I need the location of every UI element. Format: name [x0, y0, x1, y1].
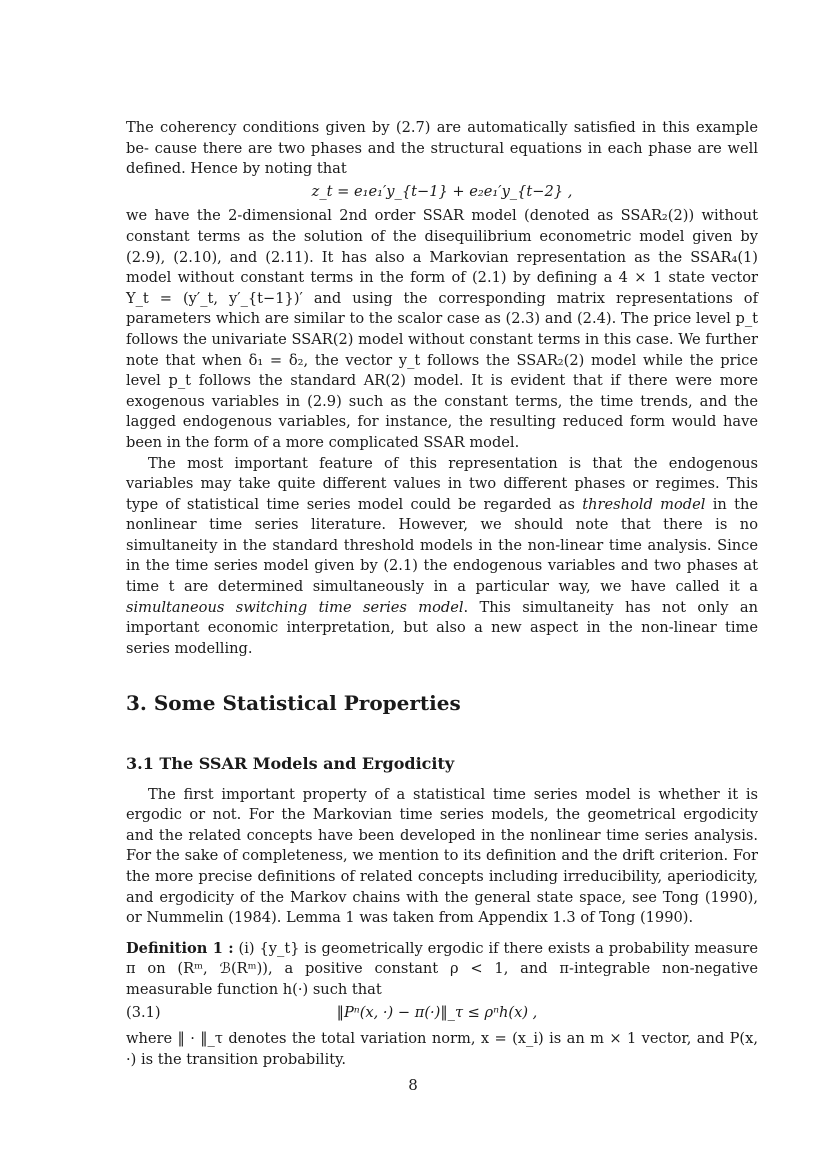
text-line: cause there are two phases and the structural equations in each phase are well defined.: [126, 139, 759, 178]
paragraph-ergodicity: The first important property of a statistical time series model is whether it is ergodic or not. For the Markovian time series models, the geometrical ergodicity and the related concepts have been developed in the nonlinear time series analysis. For the sake of completeness, we mention to its definition and the drift criterion. For the more precise definitions of related concepts including irreducibility, aperiodicity, and ergodicity of the Markov chains with the general state space, see Tong (1990), or Nummelin (1984). Lemma 1 was taken from Appendix 1.3 of Tong (1990).: [126, 785, 758, 927]
equation-z: z_t = e₁e₁′y_{t−1} + e₂e₁′y_{t−2} ,: [311, 182, 573, 200]
definition-text: (i) {y_t} is geometrically ergodic if there exists a probability measure π on (Rᵐ, ℬ(Rᵐ)), a positive constant ρ < 1, and π-integrable non-negative measurable function h(·) such that: [126, 939, 758, 998]
paragraph-variation-norm: where ‖ · ‖_τ denotes the total variation norm, x = (x_i) is an m × 1 vector, and P(x, ·) is the transition probability.: [126, 1030, 758, 1068]
paragraph-coherency: [126, 118, 758, 180]
paragraph-ssar-model: we have the 2-dimensional 2nd order SSAR model (denoted as SSAR₂(2)) without constant terms as the solution of the disequilibrium econometric model given by (2.9), (2.10), and (2.11). It has also a Markovian representation as the SSAR₄(1) model without constant terms in the form of (2.1) by defining a 4 × 1 state vector Y_t = (y′_t, y′_{t−1})′ and using the corresponding matrix representations of parameters which are similar to the scalor case as (2.3) and (2.4). The price level p_t follows the univariate SSAR(2) model without constant terms in this case. We further note that when δ₁ = δ₂, the vector y_t follows the SSAR₂(2) model while the price level p_t follows the standard AR(2) model. It is evident that if there were more exogenous variables in (2.9) such as the constant terms, the time trends, and the lagged endogenous variables, for instance, the resulting reduced form would have been in the form of a more complicated SSAR model.: [126, 207, 758, 451]
equation-body: ‖Pⁿ(x, ·) − π(·)‖_τ ≤ ρⁿh(x) ,: [336, 1003, 538, 1021]
paragraph-threshold: [126, 454, 758, 660]
text-run: . This simultaneity has not only an important economic interpretation, but also a new aspect in the non-linear time series modelling.: [126, 598, 758, 657]
text-line: The coherency conditions given by (2.7) are automatically satisfied in this example be-: [126, 119, 758, 157]
text-line: Hence by noting that: [190, 160, 347, 178]
subsection-heading: 3.1 The SSAR Models and Ergodicity: [126, 754, 455, 774]
text-run: The most important feature of this representation is that the endogenous variables may take quite different values in two different phases or regimes. This type of statistical time series model could be regarded as: [126, 454, 758, 513]
definition-1: [126, 939, 758, 1001]
section-heading: 3. Some Statistical Properties: [126, 691, 461, 716]
page-number: 8: [408, 1076, 418, 1094]
definition-title: Definition 1 :: [126, 939, 234, 957]
paper-page: [126, 118, 758, 1070]
equation-label: (3.1): [126, 1003, 161, 1021]
text-run: in the nonlinear time series literature. However, we should note that there is no simultaneity in the standard threshold models in the non-linear time analysis. Since in the time series model given by (2.1) the endogenous variables and two phases at time t are determined simultaneously in a particular way, we have called it a: [126, 495, 758, 596]
equation-3-1: [126, 1003, 758, 1024]
emphasis-threshold-model: threshold model: [582, 495, 706, 513]
emphasis-switching-model: simultaneous switching time series model: [126, 598, 464, 616]
